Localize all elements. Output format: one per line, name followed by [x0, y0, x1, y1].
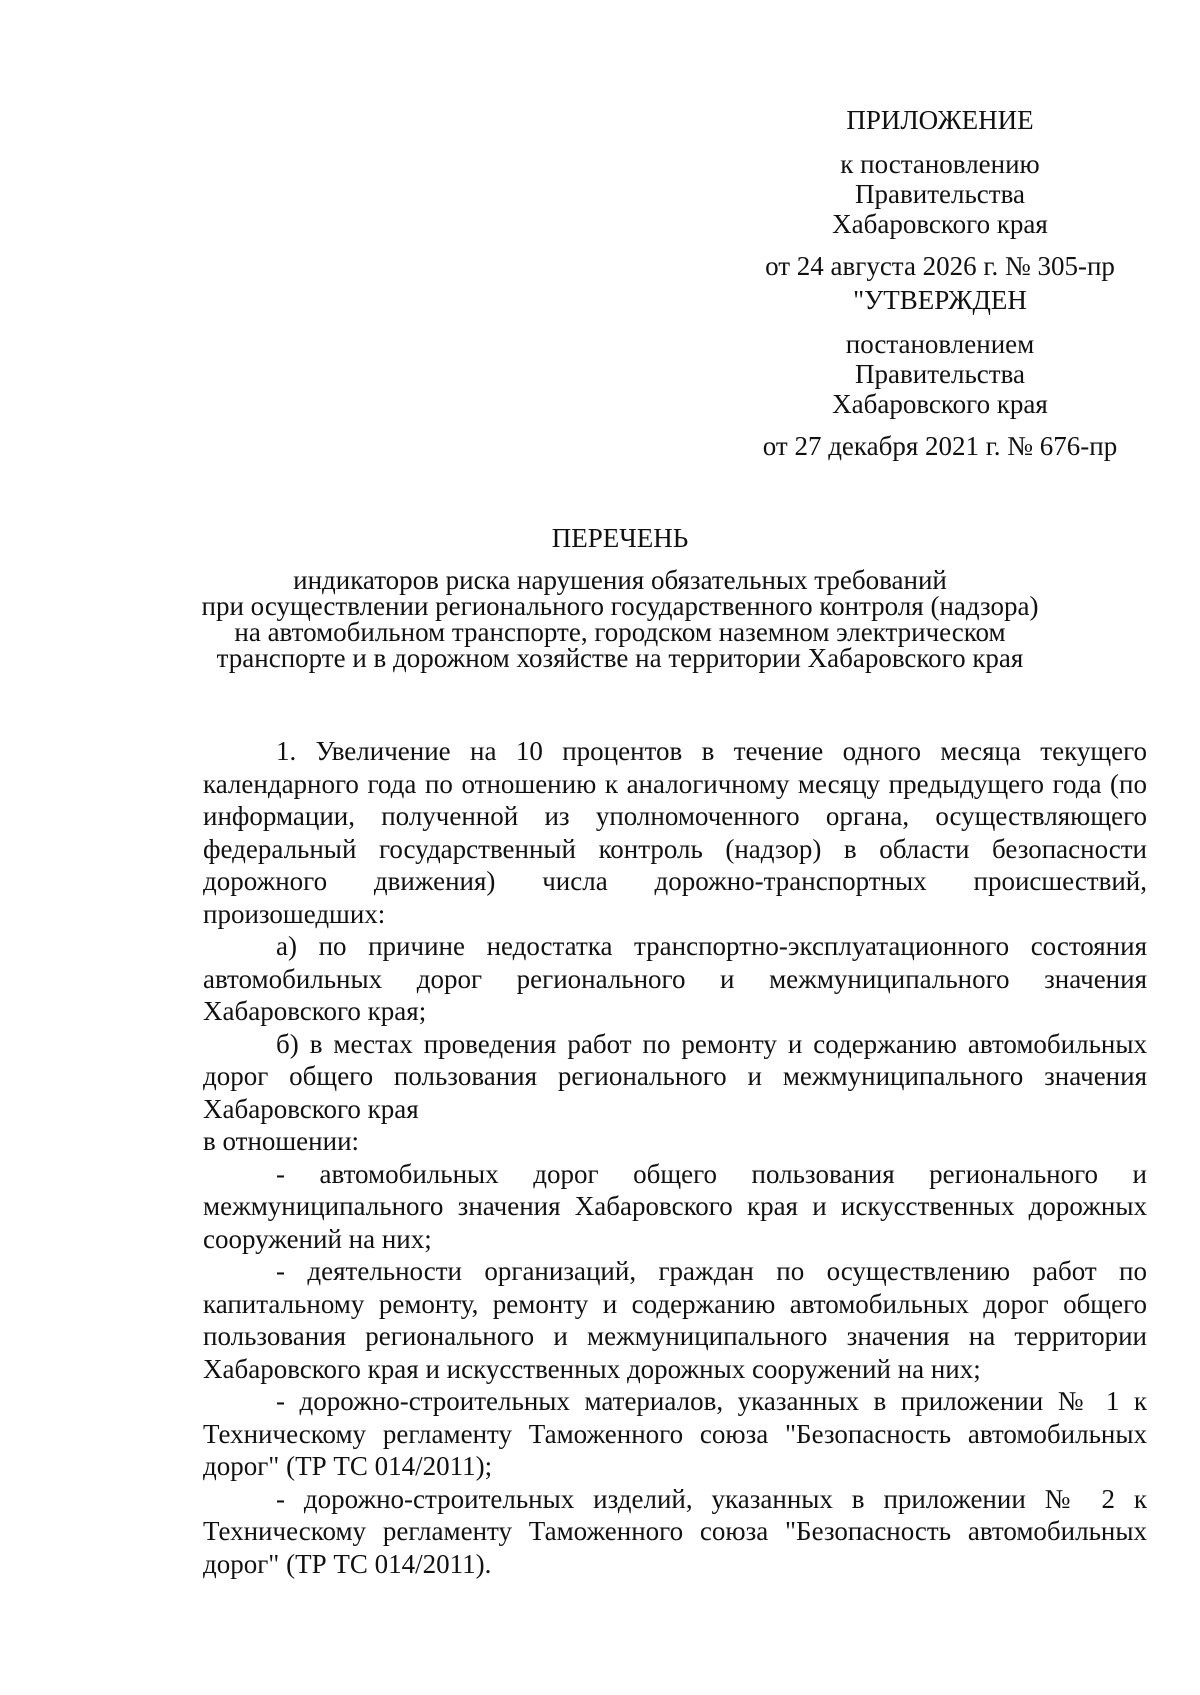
- appendix-line: Хабаровского края: [832, 209, 1048, 239]
- paragraph-in-relation: в отношении:: [203, 1126, 360, 1156]
- paragraph-1: 1. Увеличение на 10 процентов в течение одного месяца текущего календарного года по отношению к аналогичному месяцу предыдущего года (по информации, полученной из уполномоченного органа, осуществляющего федеральный государственный контроль (надзор) в области безопасности дорожного движения) числа дорожно-транспортных происшествий, произошедших:: [203, 736, 1147, 929]
- approved-line: Хабаровского края: [832, 389, 1048, 419]
- document-heading: ПЕРЕЧЕНЬ: [551, 523, 689, 553]
- approved-block: [740, 285, 1140, 461]
- paragraph-dash-activity: - деятельности организаций, граждан по осуществлению работ по капитальному ремонту, ремонту и содержанию автомобильных дорог общего пользования регионального и межмуниципального значения на территории Хабаровского края и искусственных дорожных сооружений на них;: [203, 1256, 1147, 1384]
- approved-line: постановлением: [845, 329, 1035, 359]
- document-body: [203, 735, 1147, 1580]
- appendix-title: ПРИЛОЖЕНИЕ: [846, 105, 1034, 135]
- document-subtitle-line: на автомобильном транспорте, городском наземном электрическом: [234, 617, 1006, 647]
- appendix-block: [740, 105, 1140, 281]
- document-title-block: [180, 523, 1060, 671]
- approved-title: "УТВЕРЖДЕН: [853, 285, 1027, 315]
- document-subtitle-line: транспорте и в дорожном хозяйстве на территории Хабаровского края: [216, 643, 1024, 673]
- paragraph-item-b: б) в местах проведения работ по ремонту и содержанию автомобильных дорог общего пользования регионального и межмуниципального значения Хабаровского края: [203, 1028, 1147, 1124]
- paragraph-dash-products: - дорожно-строительных изделий, указанных в приложении № 2 к Техническому регламенту Таможенного союза "Безопасность автомобильных дорог" (ТР ТС 014/2011).: [203, 1483, 1147, 1579]
- approved-date: от 27 декабря 2021 г. № 676-пр: [762, 431, 1118, 461]
- document-subtitle-line: индикаторов риска нарушения обязательных требований: [293, 565, 947, 595]
- appendix-line: к постановлению: [840, 149, 1040, 179]
- appendix-date: от 24 августа 2026 г. № 305-пр: [765, 251, 1115, 281]
- paragraph-dash-roads: - автомобильных дорог общего пользования регионального и межмуниципального значения Хабаровского края и искусственных дорожных сооружений на них;: [203, 1158, 1147, 1254]
- approved-line: Правительства: [855, 359, 1025, 389]
- paragraph-item-a: а) по причине недостатка транспортно-эксплуатационного состояния автомобильных дорог регионального и межмуниципального значения Хабаровского края;: [203, 931, 1147, 1026]
- document-subtitle-line: при осуществлении регионального государственного контроля (надзора): [201, 591, 1039, 621]
- appendix-line: Правительства: [855, 179, 1025, 209]
- paragraph-dash-materials: - дорожно-строительных материалов, указанных в приложении № 1 к Техническому регламенту Таможенного союза "Безопасность автомобильных дорог" (ТР ТС 014/2011);: [203, 1386, 1147, 1481]
